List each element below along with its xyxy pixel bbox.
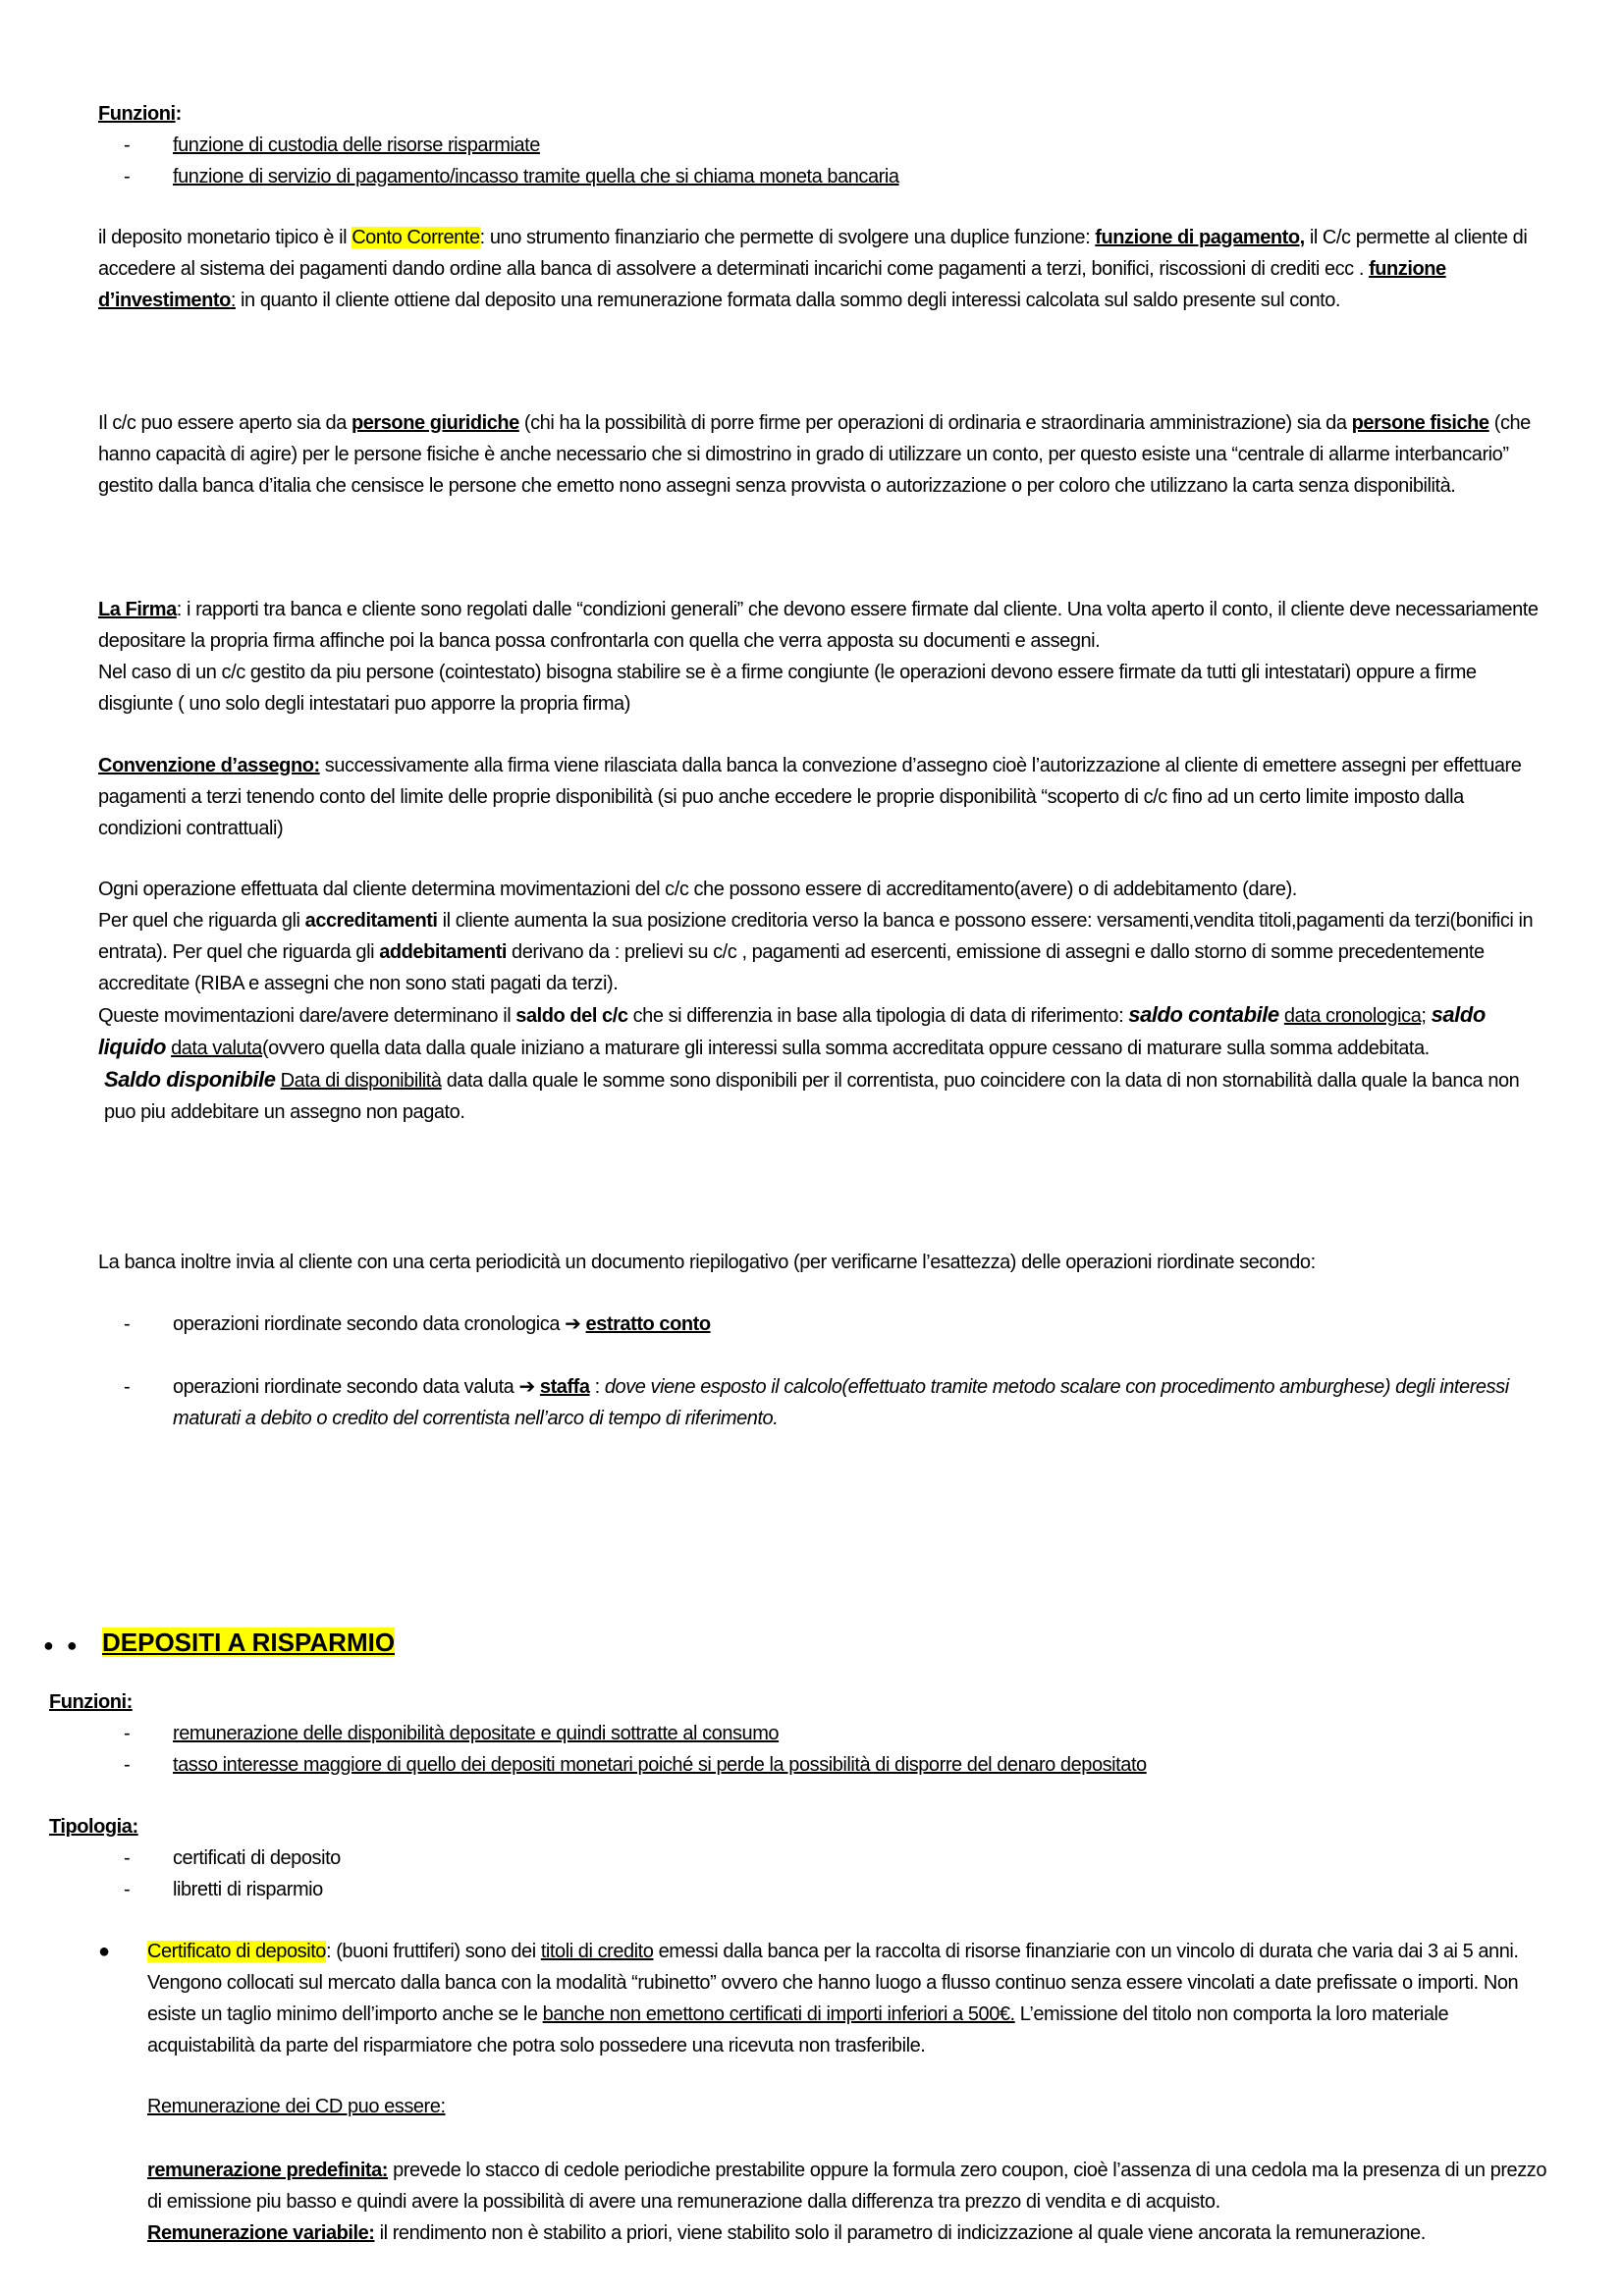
- firma-title: La Firma: [98, 599, 177, 620]
- list-item: - remunerazione delle disponibilità depositate e quindi sottratte al consumo: [124, 1723, 780, 1744]
- bullet-icon: ●: [98, 1941, 110, 1962]
- remunerazione-section: remunerazione predefinita: prevede lo stacco di cedole periodiche prestabilite oppure la formula zero coupon, cioè l’assenza di una cedola ma la presenza di un prezzo di emissione piu basso e quindi avere la possibilità di avere una remunerazione dalla differenza tra prezzo di vendita e di acquisto. Remunerazione variabile: il rendimento non è stabilito a priori, viene stabilito solo il parametro di indicizzazione al quale viene ancorata la remunerazione.: [147, 2160, 1547, 2244]
- convenzione-paragraph: Convenzione d’assegno: successivamente alla firma viene rilasciata dalla banca la convezione d’assegno cioè l’autorizzazione al cliente di emettere assegni per effettuare pagamenti a terzi tenendo conto del limite delle proprie disponibilità (si puo anche eccedere le proprie disponibilità “scoperto di c/c fino ad un certo limite imposto dalla condizioni contrattuali): [98, 755, 1522, 839]
- depositi-heading: [43, 1625, 395, 1663]
- depositi-funzioni-title: Funzioni:: [49, 1691, 133, 1713]
- list-item: - libretti di risparmio: [124, 1879, 323, 1900]
- list-item: - tasso interesse maggiore di quello dei depositi monetari poiché si perde la possibilità di disporre del denaro depositato: [124, 1754, 1147, 1776]
- arrow-icon: ➔: [518, 1376, 535, 1398]
- funzioni-section: [98, 98, 1551, 192]
- estratto-intro: La banca inoltre invia al cliente con una certa periodicità un documento riepilogativo (per verificarne l’esattezza) delle operazioni riordinate secondo:: [98, 1252, 1316, 1273]
- list-item: - funzione di servizio di pagamento/incasso tramite quella che si chiama moneta bancaria: [124, 166, 899, 187]
- tipologia-title: Tipologia:: [49, 1816, 138, 1838]
- remunerazione-title: Remunerazione dei CD puo essere:: [147, 2096, 446, 2117]
- funzioni-title: Funzioni:: [98, 103, 182, 125]
- convenzione-title: Convenzione d’assegno:: [98, 755, 320, 776]
- certificato-highlight: Certificato di deposito: [147, 1941, 326, 1962]
- staffa-item: - operazioni riordinate secondo data valuta ➔ staffa : dove viene esposto il calcolo(effettuato tramite metodo scalare con procedimento amburghese) degli interessi maturati a debito o credito del correntista nell’arco di tempo di riferimento.: [124, 1376, 1509, 1429]
- depositi-funzioni: [49, 1686, 1502, 1781]
- certificato-paragraph: ● Certificato di deposito: (buoni fruttiferi) sono dei titoli di credito emessi dalla banca per la raccolta di risorse finanziarie con un vincolo di durata che varia dai 3 ai 5 anni. Vengono collocati sul mercato dalla banca con la modalità “rubinetto” ovvero che hanno luogo a flusso continuo senza essere vincolati a date prefissate o importi. Non esiste un taglio minimo dell’importo anche se le banche non emettono certificati di importi inferiori a 500€. L’emissione del titolo non comporta la loro materiale acquistabilità da parte del risparmiatore che potra solo possedere una ricevuta non trasferibile.: [98, 1936, 1551, 2061]
- tipologia-section: [49, 1811, 1502, 1905]
- list-item: - certificati di deposito: [124, 1847, 341, 1869]
- conto-corrente-paragraph: il deposito monetario tipico è il Conto Corrente: uno strumento finanziario che permette di svolgere una duplice funzione: funzione di pagamento, il C/c permette al cliente di accedere al sistema dei pagamenti dando ordine alla banca di assolvere a determinati incarichi come pagamenti a terzi, bonifici, riscossioni di crediti ecc . funzione d’investimento: in quanto il cliente ottiene dal deposito una remunerazione formata dalla sommo degli interessi calcolata sul saldo presente sul conto.: [98, 227, 1528, 311]
- arrow-icon: ➔: [565, 1313, 581, 1335]
- bullet-icon: ● ●: [43, 1635, 81, 1655]
- conto-corrente-highlight: Conto Corrente: [352, 227, 480, 248]
- list-item: - funzione di custodia delle risorse risparmiate: [124, 134, 540, 156]
- persone-paragraph: Il c/c puo essere aperto sia da persone giuridiche (chi ha la possibilità di porre firme per operazioni di ordinaria e straordinaria amministrazione) sia da persone fisiche (che hanno capacità di agire) per le persone fisiche è anche necessario che si dimostrino in grado di utilizzare un conto, per questo esiste una “centrale di allarme interbancario” gestito dalla banca d’italia che censisce le persone che emetto nono assegni senza provvista o autorizzazione o per coloro che utilizzano la carta senza disponibilità.: [98, 412, 1531, 497]
- depositi-title: DEPOSITI A RISPARMIO: [101, 1628, 396, 1657]
- estratto-item: - operazioni riordinate secondo data cronologica ➔ estratto conto: [124, 1313, 711, 1335]
- movimentazioni-paragraph: Ogni operazione effettuata dal cliente determina movimentazioni del c/c che possono essere di accreditamento(avere) o di addebitamento (dare). Per quel che riguarda gli accreditamenti il cliente aumenta la sua posizione creditoria verso la banca e possono essere: versamenti,vendita titoli,pagamenti da terzi(bonifici in entrata). Per quel che riguarda gli addebitamenti derivano da : prelievi su c/c , pagamenti ad esercenti, emissione di assegni e dallo storno di somme precedentemente accreditate (RIBA e assegni che non sono stati pagati da terzi). Queste movimentazioni dare/avere determinano il saldo del c/c che si differenzia in base alla tipologia di data di riferimento: saldo contabile data cronologica; saldo liquido data valuta(ovvero quella data dalla quale iniziano a maturare gli interessi sulla somma accreditata oppure cessano di maturare sulla somma addebitata. Saldo disponibile Data di disponibilità data dalla quale le somme sono disponibili per il correntista, puo coincidere con la data di non stornabilità dalla quale la banca non puo piu addebitare un assegno non pagato.: [98, 879, 1534, 1123]
- firma-paragraph: La Firma: i rapporti tra banca e cliente sono regolati dalle “condizioni generali” che devono essere firmate dal cliente. Una volta aperto il conto, il cliente deve necessariamente depositare la propria firma affinche poi la banca possa confrontarla con quella che verra apposta su documenti e assegni. Nel caso di un c/c gestito da piu persone (cointestato) bisogna stabilire se è a firme congiunte (le operazioni devono essere firmate da tutti gli intestatari) oppure a firme disgiunte ( uno solo degli intestatari puo apporre la propria firma): [98, 599, 1539, 715]
